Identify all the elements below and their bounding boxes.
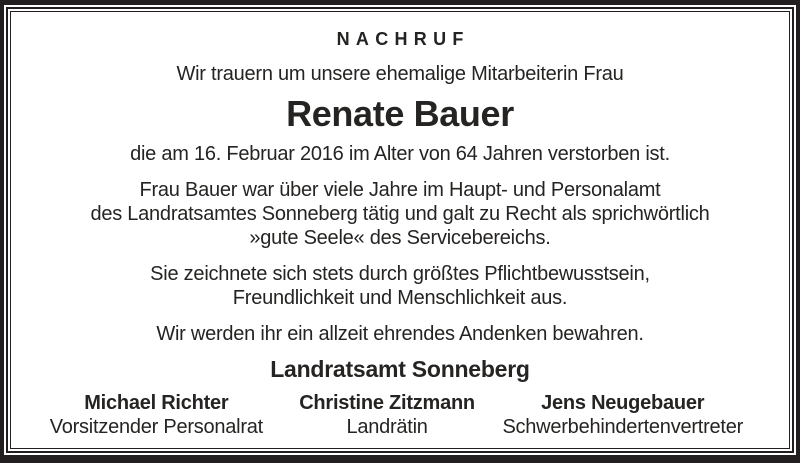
frame-inner-rule xyxy=(10,11,790,449)
kicker-nachruf: NACHRUF xyxy=(336,29,470,49)
paragraph-line: Frau Bauer war über viele Jahre im Haupt- und Personalamt xyxy=(139,179,661,201)
signature-row xyxy=(11,391,789,439)
signatory-name: Michael Richter xyxy=(84,392,229,414)
paragraph-character xyxy=(11,262,789,310)
paragraph-remembrance xyxy=(11,322,789,346)
intro-line: Wir trauern um unsere ehemalige Mitarbeiterin Frau xyxy=(176,63,624,85)
signatory xyxy=(41,391,272,439)
paragraph-line: Wir werden ihr ein allzeit ehrendes Andenken bewahren. xyxy=(156,323,644,345)
paragraph-service xyxy=(11,178,789,250)
signatory-role: Vorsitzender Personalrat xyxy=(49,416,263,438)
signatory-role: Landrätin xyxy=(346,416,428,438)
signatory-name: Christine Zitzmann xyxy=(299,392,475,414)
paragraph-line: des Landratsamtes Sonneberg tätig und galt zu Recht als sprichwörtlich xyxy=(90,203,710,225)
death-date-line: die am 16. Februar 2016 im Alter von 64 Jahren verstorben ist. xyxy=(130,143,670,165)
signatory xyxy=(502,391,743,439)
frame-mid-rule xyxy=(6,7,794,453)
signatory xyxy=(272,391,503,439)
paragraph-line: Sie zeichnete sich stets durch größtes Pflichtbewusstsein, xyxy=(150,263,650,285)
signatory-name: Jens Neugebauer xyxy=(541,392,705,414)
paragraph-line: »gute Seele« des Servicebereichs. xyxy=(249,227,551,249)
signatory-role: Schwerbehindertenvertreter xyxy=(502,416,743,438)
paragraph-line: Freundlichkeit und Menschlichkeit aus. xyxy=(232,287,568,309)
notice-content xyxy=(11,29,789,439)
organization-name: Landratsamt Sonneberg xyxy=(270,356,530,382)
frame-outer-gap xyxy=(4,5,796,455)
deceased-name: Renate Bauer xyxy=(286,93,514,134)
